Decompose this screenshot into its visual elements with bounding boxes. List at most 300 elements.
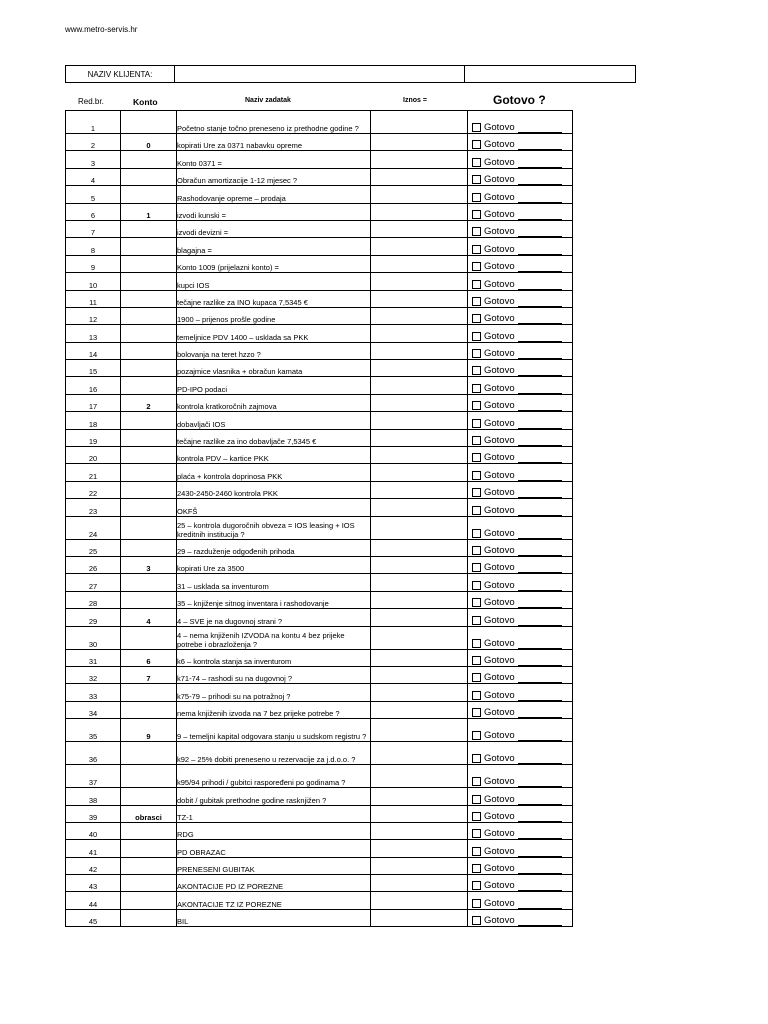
gotovo-label: Gotovo — [484, 139, 515, 151]
row-number: 10 — [66, 273, 121, 290]
row-iznos-field[interactable] — [371, 134, 468, 151]
row-iznos-field[interactable] — [371, 273, 468, 290]
gotovo-checkbox[interactable] — [472, 488, 481, 497]
table-row — [66, 701, 573, 718]
row-konto — [121, 290, 177, 307]
gotovo-signature-line[interactable] — [518, 847, 562, 857]
row-task: OKFŠ — [177, 499, 371, 516]
row-task: izvodi kunski = — [177, 203, 371, 220]
row-iznos-field[interactable] — [371, 499, 468, 516]
table-row — [66, 151, 573, 168]
gotovo-signature-line[interactable] — [518, 598, 562, 608]
row-iznos-field[interactable] — [371, 220, 468, 237]
row-gotovo — [468, 719, 573, 742]
gotovo-label: Gotovo — [484, 828, 515, 840]
row-number: 5 — [66, 186, 121, 203]
row-gotovo — [468, 447, 573, 464]
gotovo-label: Gotovo — [484, 417, 515, 429]
row-iznos-field[interactable] — [371, 151, 468, 168]
gotovo-signature-line[interactable] — [518, 280, 562, 290]
gotovo-checkbox[interactable] — [472, 436, 481, 445]
row-number: 11 — [66, 290, 121, 307]
gotovo-checkbox[interactable] — [472, 639, 481, 648]
table-row — [66, 186, 573, 203]
row-number: 31 — [66, 649, 121, 666]
gotovo-signature-line[interactable] — [518, 777, 562, 787]
gotovo-signature-line[interactable] — [518, 314, 562, 324]
gotovo-signature-line[interactable] — [518, 419, 562, 429]
row-gotovo — [468, 684, 573, 701]
row-konto — [121, 539, 177, 556]
row-konto: 6 — [121, 649, 177, 666]
gotovo-signature-line[interactable] — [518, 193, 562, 203]
gotovo-checkbox[interactable] — [472, 777, 481, 786]
row-konto — [121, 412, 177, 429]
row-iznos-field[interactable] — [371, 255, 468, 272]
table-row — [66, 307, 573, 324]
row-number: 9 — [66, 255, 121, 272]
table-row — [66, 857, 573, 874]
row-iznos-field[interactable] — [371, 840, 468, 857]
row-iznos-field[interactable] — [371, 394, 468, 411]
gotovo-checkbox[interactable] — [472, 158, 481, 167]
row-konto — [121, 220, 177, 237]
gotovo-label: Gotovo — [484, 793, 515, 805]
gotovo-checkbox[interactable] — [472, 691, 481, 700]
row-gotovo — [468, 203, 573, 220]
row-number: 39 — [66, 805, 121, 822]
gotovo-signature-line[interactable] — [518, 563, 562, 573]
gotovo-signature-line[interactable] — [518, 488, 562, 498]
row-konto — [121, 840, 177, 857]
gotovo-signature-line[interactable] — [518, 673, 562, 683]
row-iznos-field[interactable] — [371, 325, 468, 342]
gotovo-checkbox[interactable] — [472, 881, 481, 890]
row-iznos-field[interactable] — [371, 742, 468, 765]
gotovo-checkbox[interactable] — [472, 471, 481, 480]
gotovo-label: Gotovo — [484, 672, 515, 684]
row-task: bolovanja na teret hzzo ? — [177, 342, 371, 359]
row-iznos-field[interactable] — [371, 412, 468, 429]
gotovo-label: Gotovo — [484, 776, 515, 788]
gotovo-signature-line[interactable] — [518, 123, 562, 133]
gotovo-label: Gotovo — [484, 753, 515, 765]
gotovo-checkbox[interactable] — [472, 419, 481, 428]
row-number: 26 — [66, 556, 121, 573]
table-row — [66, 412, 573, 429]
row-number: 40 — [66, 822, 121, 839]
row-konto — [121, 360, 177, 377]
row-task: PRENESENI GUBITAK — [177, 857, 371, 874]
table-row — [66, 342, 573, 359]
row-task: k75-79 – prihodi su na potražnoj ? — [177, 684, 371, 701]
row-iznos-field[interactable] — [371, 203, 468, 220]
table-row — [66, 447, 573, 464]
row-number: 2 — [66, 134, 121, 151]
gotovo-signature-line[interactable] — [518, 297, 562, 307]
gotovo-checkbox[interactable] — [472, 754, 481, 763]
gotovo-checkbox[interactable] — [472, 280, 481, 289]
gotovo-label: Gotovo — [484, 654, 515, 666]
row-number: 42 — [66, 857, 121, 874]
gotovo-checkbox[interactable] — [472, 812, 481, 821]
row-iznos-field[interactable] — [371, 805, 468, 822]
gotovo-label: Gotovo — [484, 637, 515, 649]
gotovo-checkbox[interactable] — [472, 262, 481, 271]
gotovo-signature-line[interactable] — [518, 453, 562, 463]
row-gotovo — [468, 429, 573, 446]
row-task: kontrola kratkoročnih zajmova — [177, 394, 371, 411]
gotovo-checkbox[interactable] — [472, 453, 481, 462]
gotovo-signature-line[interactable] — [518, 581, 562, 591]
row-task: k92 – 25% dobiti preneseno u rezervacije za j.d.o.o. ? — [177, 742, 371, 765]
row-task: kontrola PDV – kartice PKK — [177, 447, 371, 464]
gotovo-checkbox[interactable] — [472, 731, 481, 740]
row-iznos-field[interactable] — [371, 719, 468, 742]
row-gotovo — [468, 805, 573, 822]
table-row — [66, 377, 573, 394]
table-row — [66, 481, 573, 498]
row-iznos-field[interactable] — [371, 360, 468, 377]
gotovo-label: Gotovo — [484, 544, 515, 556]
table-row — [66, 290, 573, 307]
gotovo-label: Gotovo — [484, 730, 515, 742]
gotovo-checkbox[interactable] — [472, 349, 481, 358]
gotovo-label: Gotovo — [484, 348, 515, 360]
row-iznos-field[interactable] — [371, 609, 468, 626]
gotovo-checkbox[interactable] — [472, 384, 481, 393]
gotovo-label: Gotovo — [484, 330, 515, 342]
row-iznos-field[interactable] — [371, 591, 468, 608]
gotovo-signature-line[interactable] — [518, 616, 562, 626]
row-iznos-field[interactable] — [371, 186, 468, 203]
row-konto — [121, 342, 177, 359]
gotovo-signature-line[interactable] — [518, 227, 562, 237]
table-row — [66, 111, 573, 134]
row-iznos-field[interactable] — [371, 684, 468, 701]
gotovo-checkbox[interactable] — [472, 506, 481, 515]
gotovo-signature-line[interactable] — [518, 829, 562, 839]
row-iznos-field[interactable] — [371, 626, 468, 649]
gotovo-label: Gotovo — [484, 261, 515, 273]
gotovo-signature-line[interactable] — [518, 158, 562, 168]
row-konto: 9 — [121, 719, 177, 742]
gotovo-label: Gotovo — [484, 174, 515, 186]
row-gotovo — [468, 464, 573, 481]
table-row — [66, 892, 573, 909]
gotovo-signature-line[interactable] — [518, 471, 562, 481]
row-task: temeljnice PDV 1400 – usklada sa PKK — [177, 325, 371, 342]
row-gotovo — [468, 186, 573, 203]
table-row — [66, 840, 573, 857]
header-konto: Konto — [133, 97, 158, 107]
row-gotovo — [468, 325, 573, 342]
gotovo-signature-line[interactable] — [518, 899, 562, 909]
table-row — [66, 742, 573, 765]
row-task: RDG — [177, 822, 371, 839]
row-konto: 4 — [121, 609, 177, 626]
row-iznos-field[interactable] — [371, 857, 468, 874]
gotovo-signature-line[interactable] — [518, 656, 562, 666]
row-number: 15 — [66, 360, 121, 377]
row-iznos-field[interactable] — [371, 649, 468, 666]
row-iznos-field[interactable] — [371, 666, 468, 683]
gotovo-checkbox[interactable] — [472, 847, 481, 856]
row-number: 13 — [66, 325, 121, 342]
table-row — [66, 464, 573, 481]
gotovo-label: Gotovo — [484, 226, 515, 238]
gotovo-checkbox[interactable] — [472, 401, 481, 410]
gotovo-label: Gotovo — [484, 469, 515, 481]
gotovo-signature-line[interactable] — [518, 916, 562, 926]
gotovo-signature-line[interactable] — [518, 366, 562, 376]
gotovo-signature-line[interactable] — [518, 175, 562, 185]
row-gotovo — [468, 609, 573, 626]
gotovo-signature-line[interactable] — [518, 731, 562, 741]
row-task: 4 – nema knjiženih IZVODA na kontu 4 bez prijeke potrebe i obrazloženja ? — [177, 626, 371, 649]
gotovo-checkbox[interactable] — [472, 210, 481, 219]
row-number: 38 — [66, 788, 121, 805]
row-konto — [121, 892, 177, 909]
row-gotovo — [468, 788, 573, 805]
row-iznos-field[interactable] — [371, 307, 468, 324]
gotovo-signature-line[interactable] — [518, 506, 562, 516]
gotovo-signature-line[interactable] — [518, 529, 562, 539]
row-iznos-field[interactable] — [371, 290, 468, 307]
gotovo-checkbox[interactable] — [472, 829, 481, 838]
row-konto — [121, 377, 177, 394]
row-iznos-field[interactable] — [371, 701, 468, 718]
gotovo-signature-line[interactable] — [518, 639, 562, 649]
gotovo-checkbox[interactable] — [472, 227, 481, 236]
row-iznos-field[interactable] — [371, 377, 468, 394]
gotovo-signature-line[interactable] — [518, 262, 562, 272]
row-konto — [121, 765, 177, 788]
row-number: 16 — [66, 377, 121, 394]
client-name-field[interactable] — [174, 66, 465, 82]
gotovo-checkbox[interactable] — [472, 708, 481, 717]
row-konto — [121, 875, 177, 892]
row-number: 33 — [66, 684, 121, 701]
table-row — [66, 255, 573, 272]
header-naziv-zadatak: Naziv zadatak — [245, 97, 291, 104]
table-row — [66, 609, 573, 626]
gotovo-checkbox[interactable] — [472, 366, 481, 375]
row-task: dobit / gubitak prethodne godine rasknjižen ? — [177, 788, 371, 805]
row-iznos-field[interactable] — [371, 429, 468, 446]
row-konto — [121, 111, 177, 134]
row-iznos-field[interactable] — [371, 516, 468, 539]
gotovo-signature-line[interactable] — [518, 245, 562, 255]
row-task: 25 – kontrola dugoročnih obveza = IOS leasing + IOS kreditnih institucija ? — [177, 516, 371, 539]
website-url: www.metro-servis.hr — [65, 25, 138, 34]
gotovo-checkbox[interactable] — [472, 899, 481, 908]
gotovo-label: Gotovo — [484, 208, 515, 220]
row-gotovo — [468, 307, 573, 324]
row-iznos-field[interactable] — [371, 168, 468, 185]
row-number: 14 — [66, 342, 121, 359]
gotovo-checkbox[interactable] — [472, 314, 481, 323]
row-number: 22 — [66, 481, 121, 498]
gotovo-label: Gotovo — [484, 579, 515, 591]
row-iznos-field[interactable] — [371, 765, 468, 788]
header-redbr: Red.br. — [78, 97, 104, 106]
row-gotovo — [468, 822, 573, 839]
row-konto — [121, 499, 177, 516]
row-konto: obrasci — [121, 805, 177, 822]
gotovo-label: Gotovo — [484, 504, 515, 516]
row-number: 44 — [66, 892, 121, 909]
gotovo-checkbox[interactable] — [472, 175, 481, 184]
row-gotovo — [468, 377, 573, 394]
gotovo-signature-line[interactable] — [518, 795, 562, 805]
row-gotovo — [468, 412, 573, 429]
gotovo-label: Gotovo — [484, 122, 515, 133]
table-row — [66, 134, 573, 151]
row-konto — [121, 325, 177, 342]
row-konto — [121, 742, 177, 765]
gotovo-label: Gotovo — [484, 191, 515, 203]
row-number: 25 — [66, 539, 121, 556]
gotovo-checkbox[interactable] — [472, 581, 481, 590]
row-number: 28 — [66, 591, 121, 608]
gotovo-checkbox[interactable] — [472, 123, 481, 132]
row-task: 31 – usklada sa inventurom — [177, 574, 371, 591]
gotovo-signature-line[interactable] — [518, 140, 562, 150]
row-konto: 1 — [121, 203, 177, 220]
row-task: kupci IOS — [177, 273, 371, 290]
gotovo-label: Gotovo — [484, 527, 515, 539]
row-number: 36 — [66, 742, 121, 765]
row-gotovo — [468, 499, 573, 516]
gotovo-signature-line[interactable] — [518, 210, 562, 220]
row-gotovo — [468, 626, 573, 649]
row-konto — [121, 255, 177, 272]
row-number: 19 — [66, 429, 121, 446]
table-row — [66, 168, 573, 185]
gotovo-signature-line[interactable] — [518, 812, 562, 822]
header-gotovo: Gotovo ? — [493, 93, 546, 107]
row-iznos-field[interactable] — [371, 342, 468, 359]
row-iznos-field[interactable] — [371, 556, 468, 573]
row-task: kopirati Ure za 0371 nabavku opreme — [177, 134, 371, 151]
gotovo-label: Gotovo — [484, 243, 515, 255]
row-number: 20 — [66, 447, 121, 464]
row-number: 35 — [66, 719, 121, 742]
row-task: 2430-2450-2460 kontrola PKK — [177, 481, 371, 498]
row-iznos-field[interactable] — [371, 539, 468, 556]
row-gotovo — [468, 666, 573, 683]
gotovo-checkbox[interactable] — [472, 598, 481, 607]
row-konto — [121, 307, 177, 324]
gotovo-checkbox[interactable] — [472, 673, 481, 682]
gotovo-checkbox[interactable] — [472, 297, 481, 306]
gotovo-checkbox[interactable] — [472, 656, 481, 665]
row-task: 9 – temeljni kapital odgovara stanju u sudskom registru ? — [177, 719, 371, 742]
gotovo-signature-line[interactable] — [518, 436, 562, 446]
row-iznos-field[interactable] — [371, 788, 468, 805]
row-iznos-field[interactable] — [371, 238, 468, 255]
row-konto — [121, 447, 177, 464]
gotovo-checkbox[interactable] — [472, 795, 481, 804]
table-row — [66, 516, 573, 539]
row-task: k95/94 prihodi / gubitci raspoređeni po godinama ? — [177, 765, 371, 788]
gotovo-checkbox[interactable] — [472, 616, 481, 625]
gotovo-signature-line[interactable] — [518, 864, 562, 874]
gotovo-checkbox[interactable] — [472, 529, 481, 538]
row-number: 45 — [66, 909, 121, 926]
row-iznos-field[interactable] — [371, 909, 468, 926]
row-gotovo — [468, 168, 573, 185]
gotovo-checkbox[interactable] — [472, 140, 481, 149]
row-task: 35 – knjiženje sitnog inventara i rashodovanje — [177, 591, 371, 608]
row-iznos-field[interactable] — [371, 481, 468, 498]
row-number: 1 — [66, 111, 121, 134]
row-task: 1900 – prijenos prošle godine — [177, 307, 371, 324]
row-gotovo — [468, 134, 573, 151]
table-row — [66, 394, 573, 411]
gotovo-checkbox[interactable] — [472, 193, 481, 202]
row-gotovo — [468, 892, 573, 909]
table-row — [66, 875, 573, 892]
row-task: PD OBRAZAC — [177, 840, 371, 857]
gotovo-checkbox[interactable] — [472, 916, 481, 925]
gotovo-signature-line[interactable] — [518, 691, 562, 701]
gotovo-checkbox[interactable] — [472, 332, 481, 341]
row-task: blagajna = — [177, 238, 371, 255]
row-gotovo — [468, 220, 573, 237]
gotovo-label: Gotovo — [484, 382, 515, 394]
row-iznos-field[interactable] — [371, 574, 468, 591]
row-task: pozajmice vlasnika + obračun kamata — [177, 360, 371, 377]
row-task: PD-IPO podaci — [177, 377, 371, 394]
table-row — [66, 684, 573, 701]
row-konto — [121, 273, 177, 290]
row-iznos-field[interactable] — [371, 111, 468, 134]
table-row — [66, 666, 573, 683]
row-iznos-field[interactable] — [371, 822, 468, 839]
table-row — [66, 822, 573, 839]
row-iznos-field[interactable] — [371, 875, 468, 892]
row-konto: 7 — [121, 666, 177, 683]
gotovo-label: Gotovo — [484, 863, 515, 875]
row-iznos-field[interactable] — [371, 447, 468, 464]
row-gotovo — [468, 342, 573, 359]
gotovo-signature-line[interactable] — [518, 401, 562, 411]
row-number: 24 — [66, 516, 121, 539]
row-task: izvodi devizni = — [177, 220, 371, 237]
row-task: k6 – kontrola stanja sa inventurom — [177, 649, 371, 666]
gotovo-signature-line[interactable] — [518, 754, 562, 764]
table-row — [66, 591, 573, 608]
gotovo-signature-line[interactable] — [518, 546, 562, 556]
gotovo-checkbox[interactable] — [472, 546, 481, 555]
gotovo-signature-line[interactable] — [518, 881, 562, 891]
gotovo-signature-line[interactable] — [518, 332, 562, 342]
row-task: plaća + kontrola doprinosa PKK — [177, 464, 371, 481]
row-iznos-field[interactable] — [371, 464, 468, 481]
gotovo-signature-line[interactable] — [518, 349, 562, 359]
table-row — [66, 805, 573, 822]
row-iznos-field[interactable] — [371, 892, 468, 909]
gotovo-checkbox[interactable] — [472, 864, 481, 873]
gotovo-checkbox[interactable] — [472, 245, 481, 254]
row-gotovo — [468, 742, 573, 765]
gotovo-signature-line[interactable] — [518, 708, 562, 718]
gotovo-signature-line[interactable] — [518, 384, 562, 394]
gotovo-label: Gotovo — [484, 597, 515, 609]
gotovo-checkbox[interactable] — [472, 563, 481, 572]
